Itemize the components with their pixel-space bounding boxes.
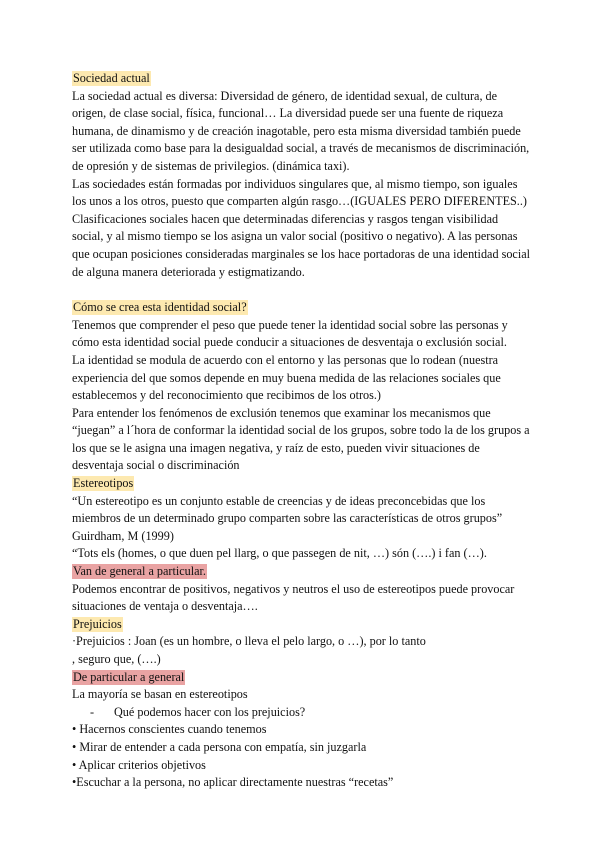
dash-marker: -: [90, 704, 95, 719]
paragraph-line: que ocupan posiciones consideradas marginales se los hace portadoras de una identidad social: [72, 246, 531, 261]
dash-list-item: [72, 704, 534, 722]
heading-estereotipos: [72, 475, 534, 493]
paragraph-line: La identidad se modula de acuerdo con el entorno y las personas que lo rodean (nuestra: [72, 352, 499, 367]
paragraph-line: Las sociedades están formadas por individuos singulares que, al mismo tiempo, son iguales: [72, 176, 518, 191]
heading-text: Prejuicios: [73, 616, 122, 631]
heading-text: Cómo se crea esta identidad social?: [73, 300, 247, 315]
paragraph-line: Clasificaciones sociales hacen que determinadas diferencias y rasgos tengan visibilidad: [72, 211, 499, 226]
paragraph-line: humana, de dinamismo y de creación inagotable, pero esta misma diversidad también puede: [72, 123, 521, 138]
bullet-item: • Hacernos conscientes cuando tenemos: [72, 722, 267, 737]
paragraph-line: La sociedad actual es diversa: Diversidad de género, de identidad sexual, de cultura, de: [72, 88, 498, 103]
heading-text: Estereotipos: [73, 476, 134, 491]
bullet-item: •Escuchar a la persona, no aplicar directamente nuestras “recetas”: [72, 775, 394, 790]
paragraph-line: ·Prejuicios : Joan (es un hombre, o lleva el pelo largo, o …), por lo tanto: [72, 634, 426, 649]
paragraph-line: Para entender los fenómenos de exclusión tenemos que examinar los mecanismos que: [72, 405, 491, 420]
bullet-item: • Mirar de entender a cada persona con empatía, sin juzgarla: [72, 739, 367, 754]
paragraph-line: los unos a los otros, puesto que comparten algún rasgo…(IGUALES PERO DIFERENTES..): [72, 194, 527, 209]
blank-line: [72, 281, 534, 299]
paragraph-line: cómo esta identidad social puede conducir a situaciones de desventaja o exclusión social.: [72, 335, 507, 350]
subheading-particular-general: [72, 669, 534, 687]
paragraph-line: de alguna manera deteriorada y estigmatizando.: [72, 264, 305, 279]
heading-identidad-social: [72, 299, 534, 317]
paragraph-line: de opresión y de sistemas de privilegios. (dinámica taxi).: [72, 158, 350, 173]
paragraph-line: miembros de un determinado grupo comparten sobre las características de otros grupos”: [72, 511, 503, 526]
paragraph-line: , seguro que, (….): [72, 652, 161, 666]
paragraph-line: “Un estereotipo es un conjunto estable de creencias y de ideas preconcebidas que los: [72, 493, 486, 508]
paragraph-line: social, y al mismo tiempo se los asigna un valor social (positivo o negativo). A las personas: [72, 229, 518, 244]
subheading-text: Van de general a particular.: [73, 564, 206, 579]
paragraph-line: los que se le asigna una imagen negativa, y raíz de esto, pueden vivir situaciones de: [72, 440, 480, 455]
paragraph-line: Tenemos que comprender el peso que puede tener la identidad social sobre las personas y: [72, 317, 508, 332]
paragraph-line: La mayoría se basan en estereotipos: [72, 687, 248, 702]
paragraph-line: Guirdham, M (1999): [72, 528, 174, 543]
paragraph-line: “juegan” a l´hora de conformar la identidad social de los grupos, sobre todo la de los grupos a: [72, 423, 530, 438]
subheading-text: De particular a general: [73, 669, 185, 684]
heading-text: Sociedad actual: [73, 71, 150, 85]
subheading-general-particular: [72, 563, 534, 581]
heading-prejuicios: [72, 616, 534, 634]
paragraph-line: experiencia del que somos depende en muy buena medida de las relaciones sociales que: [72, 370, 501, 385]
paragraph-line: situaciones de ventaja o desventaja….: [72, 599, 258, 614]
paragraph-line: ser utilizada como base para la desigualdad social, a través de mecanismos de discriminación,: [72, 141, 530, 156]
paragraph-line: Podemos encontrar de positivos, negativos y neutros el uso de estereotipos puede provocar: [72, 581, 515, 596]
bullet-item: • Aplicar criterios objetivos: [72, 757, 206, 772]
paragraph-line: establecemos y del reconocimiento que recibimos de los otros.): [72, 388, 381, 403]
paragraph-line: origen, de clase social, física, funcional… La diversidad puede ser una fuente de riqueza: [72, 106, 504, 121]
paragraph-line: “Tots els (homes, o que duen pel llarg, o que passegen de nit, …) són (….) i fan (…).: [72, 546, 487, 561]
document-body: [72, 70, 534, 792]
heading-sociedad-actual: [72, 70, 534, 88]
paragraph-line: desventaja social o discriminación: [72, 458, 240, 473]
dash-item-text: Qué podemos hacer con los prejuicios?: [114, 704, 306, 719]
